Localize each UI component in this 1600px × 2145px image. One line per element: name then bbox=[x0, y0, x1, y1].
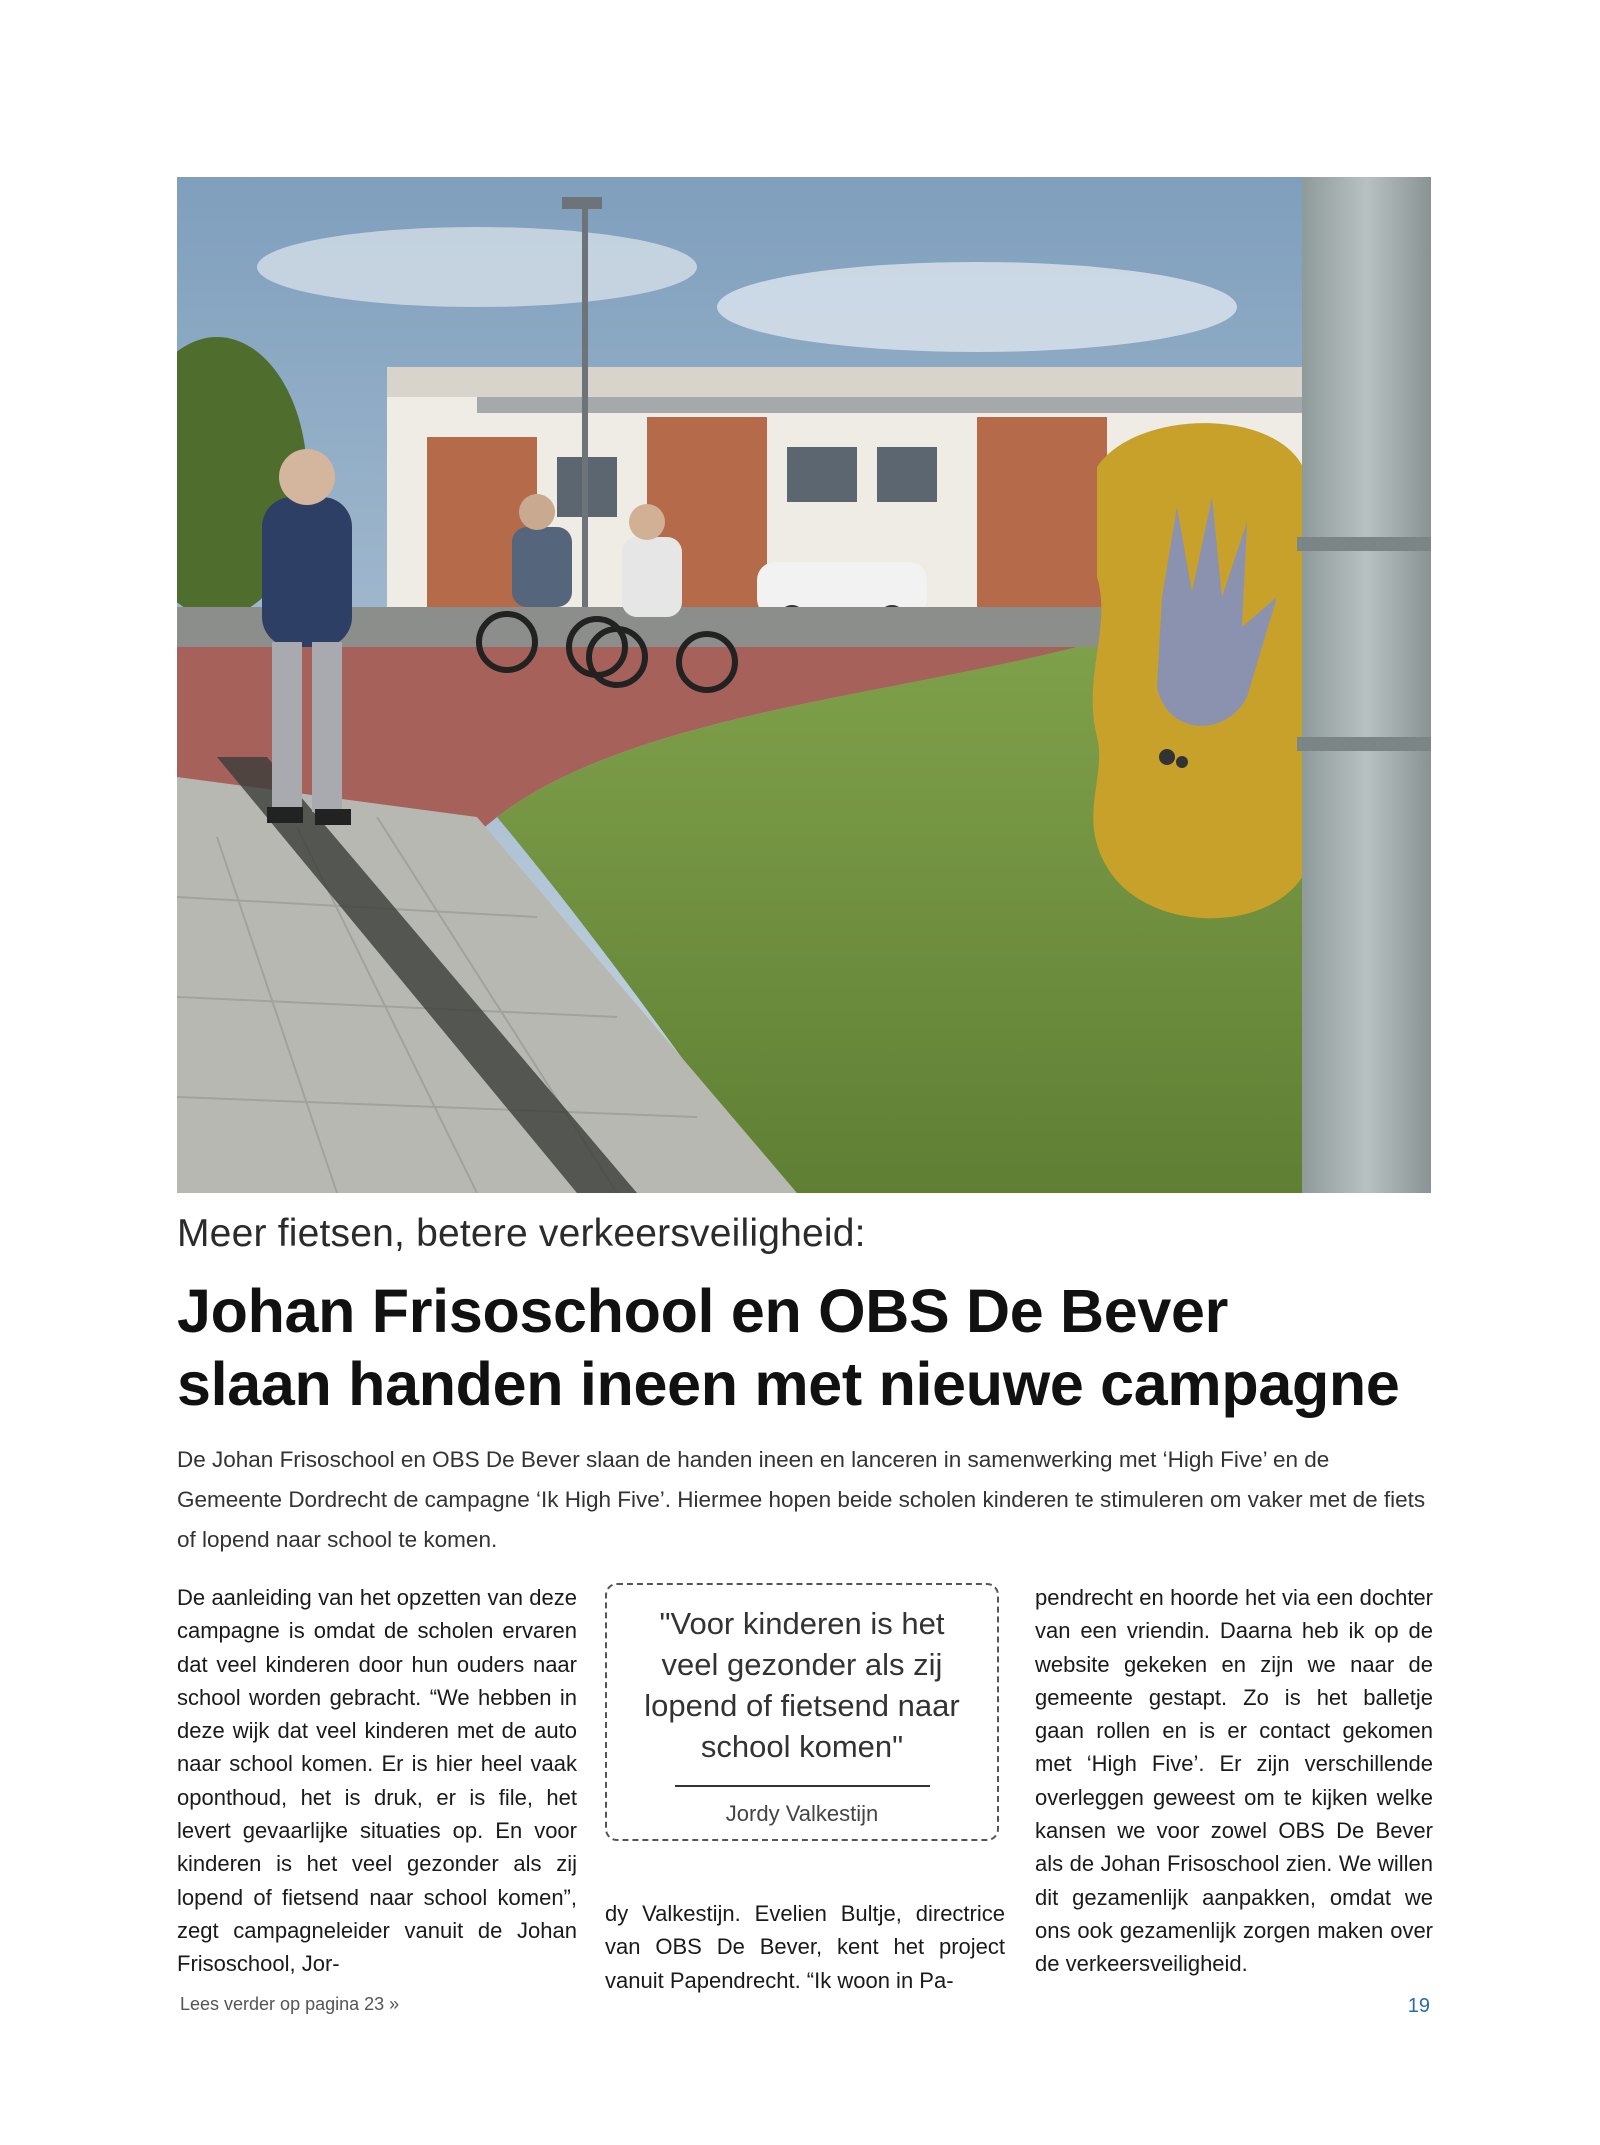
article-kicker: Meer fietsen, betere verkeersveiligheid: bbox=[177, 1212, 866, 1255]
continue-note: Lees verder op pagina 23 » bbox=[180, 1994, 400, 2014]
article-intro: De Johan Frisoschool en OBS De Bever slaan de handen ineen en lanceren in samenwerking met ‘High Five’ en de Gemeente Dordrecht de campagne ‘Ik High Five’. Hiermee hopen beide scholen kinderen te stimuleren om vaker met de fiets of lopend naar school te komen. bbox=[177, 1447, 1426, 1552]
article-photo bbox=[177, 177, 1431, 1193]
page-number: 19 bbox=[1407, 1995, 1430, 2017]
pull-quote bbox=[605, 1583, 999, 1841]
pull-quote-text: "Voor kinderen is het veel gezonder als zij lopend of fietsend naar school komen" bbox=[644, 1606, 960, 1764]
article-headline bbox=[177, 1275, 1457, 1421]
pull-quote-divider bbox=[675, 1785, 930, 1787]
headline-line-2: slaan handen ineen met nieuwe campagne bbox=[177, 1350, 1400, 1418]
article-column-3: pendrecht en hoorde het via een dochter van een vriendin. Daarna heb ik op de website gekeken en zijn we naar de gemeente gestapt. Zo is het balletje gaan rollen en is er contact gekomen met ‘High Five’. Er zijn verschillende overleggen geweest om te kijken welke kansen we voor zowel OBS De Bever als de Johan Frisoschool zien. We willen dit gezamenlijk aanpakken, omdat we ons ook gezamenlijk zorgen maken over de verkeersveiligheid. bbox=[1035, 1585, 1433, 1977]
headline-line-1: Johan Frisoschool en OBS De Bever bbox=[177, 1277, 1229, 1345]
pull-quote-author: Jordy Valkestijn bbox=[725, 1801, 879, 1826]
street-photo-illustration bbox=[177, 177, 1431, 1193]
article-column-1: De aanleiding van het opzetten van deze campagne is omdat de scholen ervaren dat veel kinderen door hun ouders naar school worden gebracht. “We hebben in deze wijk dat veel kinderen met de auto naar school komen. Er is hier heel vaak oponthoud, het is druk, er is file, het levert gevaarlijke situaties op. En voor kinderen is het veel gezonder als zij lopend of fietsend naar school komen”, zegt campagneleider vanuit de Johan Frisoschool, Jor- bbox=[177, 1585, 577, 1977]
article-column-2: dy Valkestijn. Evelien Bultje, directrice van OBS De Bever, kent het project vanuit Papendrecht. “Ik woon in Pa- bbox=[605, 1901, 1005, 1993]
